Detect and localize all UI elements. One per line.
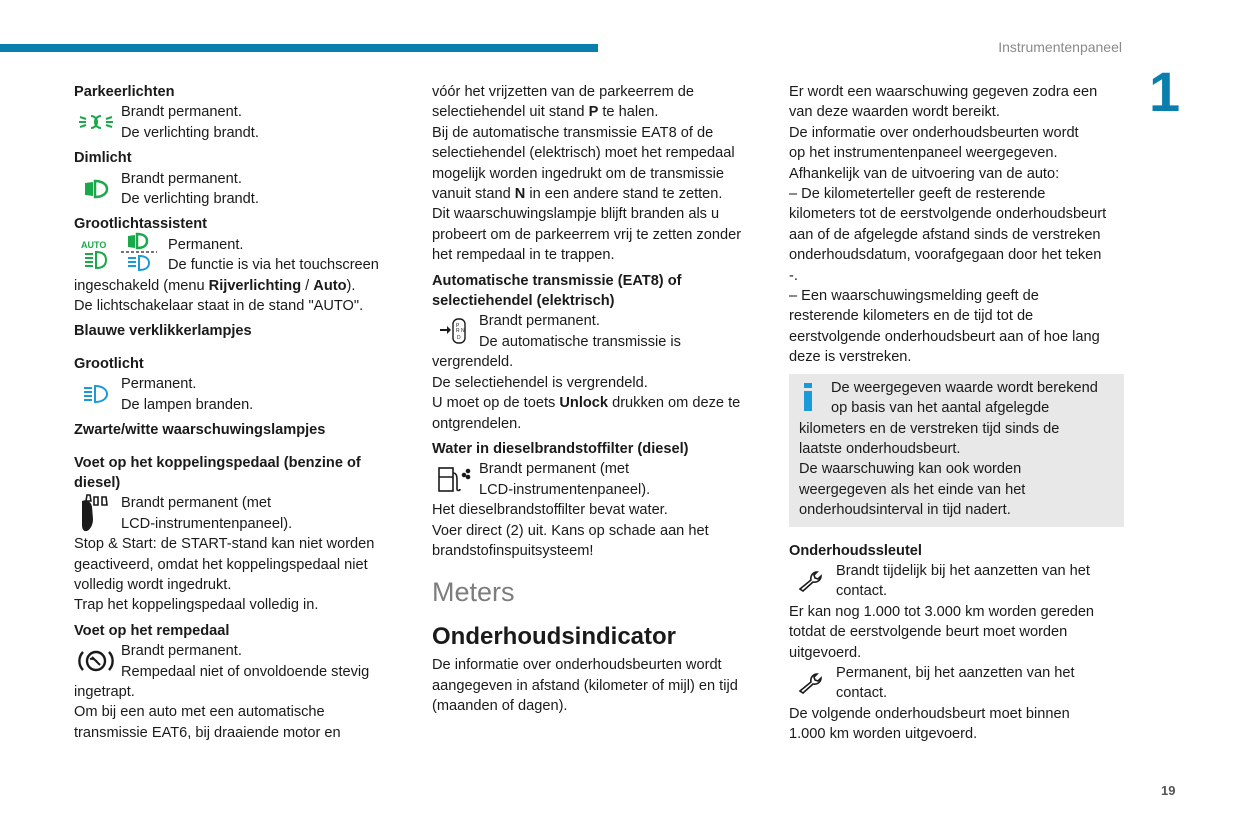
page-number: 19: [1161, 783, 1176, 798]
section-heading: Automatische transmissie (EAT8) of: [432, 272, 682, 289]
text-line: resterende kilometers en de tijd tot de: [789, 308, 1034, 325]
text-line: Brandt permanent.: [121, 170, 242, 187]
section-heading: Voet op het rempedaal: [74, 622, 230, 639]
section-heading: Water in dieselbrandstoffilter (diesel): [432, 440, 689, 457]
text-line: Om bij een auto met een automatische: [74, 704, 325, 721]
section-heading: Grootlicht: [74, 355, 144, 372]
text-line: Permanent.: [121, 376, 197, 393]
text-span: selectiehendel uit stand: [432, 104, 589, 121]
text-line: Permanent.: [168, 236, 244, 253]
text-line: LCD-instrumentenpaneel).: [479, 481, 651, 498]
text-line: Brandt permanent (met: [479, 461, 630, 478]
subsection-title: Onderhoudsindicator: [432, 623, 677, 651]
text-line: ingetrapt.: [74, 683, 135, 700]
warning-lamp-entry: [789, 663, 1124, 704]
text-line: [432, 184, 772, 204]
section-heading: Dimlicht: [74, 150, 132, 167]
info-icon: [803, 383, 813, 411]
text-line: De informatie over onderhoudsbeurten wordt: [432, 657, 722, 674]
column-1: [74, 82, 414, 743]
text-line: contact.: [836, 583, 888, 600]
text-line: mogelijk worden ingedrukt om de transmissie: [432, 165, 725, 182]
text-line: Voer direct (2) uit. Kans op schade aan het: [432, 522, 709, 539]
warning-lamp-entry: [74, 374, 414, 415]
bold-term: P: [588, 104, 599, 121]
section-heading: Parkeerlichten: [74, 84, 175, 100]
svg-text:AUTO: AUTO: [81, 239, 107, 250]
wrench-icon: [789, 561, 833, 601]
warning-lamp-entry: [74, 493, 414, 534]
section-heading: Zwarte/witte waarschuwingslampjes: [74, 422, 326, 439]
text-line: Brandt tijdelijk bij het aanzetten van het: [836, 562, 1090, 579]
text-line: kilometers en de verstreken tijd sinds de: [799, 420, 1060, 437]
text-line: De selectiehendel is vergrendeld.: [432, 374, 648, 391]
text-line: LCD-instrumentenpaneel).: [121, 515, 293, 532]
header-accent-bar: [0, 44, 598, 52]
text-line: vóór het vrijzetten van de parkeerrem de: [432, 84, 695, 100]
bold-term: N: [514, 186, 526, 203]
svg-text:D: D: [457, 335, 461, 342]
text-line: De verlichting brandt.: [121, 124, 259, 141]
info-box: [789, 374, 1124, 527]
text-line: De weergegeven waarde wordt berekend: [831, 379, 1098, 396]
text-line: ontgrendelen.: [432, 415, 522, 432]
text-span: vanuit stand: [432, 186, 515, 203]
text-line: van deze waarden wordt bereikt.: [789, 104, 1000, 121]
text-line: Afhankelijk van de uitvoering van de auto:: [789, 165, 1060, 182]
text-line: [74, 276, 414, 296]
text-line: De waarschuwing kan ook worden: [799, 461, 1022, 478]
text-line: Trap het koppelingspedaal volledig in.: [74, 597, 319, 614]
bold-term: Auto: [313, 277, 347, 294]
column-3: [789, 82, 1124, 745]
text-line: onderhoudsdatum, voorafgegaan door het teken: [789, 247, 1102, 264]
section-heading: Blauwe verklikkerlampjes: [74, 323, 252, 340]
text-line: Brandt permanent (met: [121, 495, 272, 512]
parking-lights-icon: [74, 102, 118, 142]
text-span: te halen.: [598, 104, 659, 121]
text-line: [432, 102, 772, 122]
warning-lamp-entry: [74, 235, 414, 276]
text-line: De verlichting brandt.: [121, 191, 259, 208]
text-line: De automatische transmissie is: [479, 333, 681, 350]
text-line: Stop & Start: de START-stand kan niet worden: [74, 536, 375, 553]
section-title: Meters: [432, 577, 515, 608]
wrench-icon: [789, 663, 833, 703]
text-line: De volgende onderhoudsbeurt moet binnen: [789, 705, 1070, 722]
text-line: weergegeven als het einde van het: [799, 481, 1026, 498]
text-span: U moet op de toets: [432, 395, 560, 412]
bold-term: Rijverlichting: [208, 277, 302, 294]
text-line: brandstofinspuitsysteem!: [432, 542, 594, 559]
high-low-beam-icon: [119, 232, 159, 278]
text-line: -.: [789, 267, 798, 284]
warning-lamp-entry: [74, 641, 414, 682]
text-span: in een andere stand te zetten.: [525, 186, 723, 203]
text-line: Er wordt een waarschuwing gegeven zodra een: [789, 84, 1098, 100]
text-line: geactiveerd, omdat het koppelingspedaal niet: [74, 556, 368, 573]
text-line: volledig wordt ingedrukt.: [74, 576, 232, 593]
text-line: De informatie over onderhoudsbeurten wordt: [789, 124, 1079, 141]
text-line: De functie is via het touchscreen: [168, 257, 379, 274]
text-line: Dit waarschuwingslampje blijft branden als u: [432, 206, 720, 223]
text-line: – De kilometerteller geeft de resterende: [789, 186, 1046, 203]
text-line: Brandt permanent.: [121, 104, 242, 121]
text-line: aangegeven in afstand (kilometer of mijl) en tijd: [432, 677, 738, 694]
text-line: probeert om de parkeerrem vrij te zetten zonder: [432, 226, 742, 243]
text-line: De lampen branden.: [121, 396, 254, 413]
foot-on-brake-icon: [74, 641, 118, 681]
chapter-number: 1: [1149, 60, 1181, 123]
text-span: drukken om deze te: [608, 395, 741, 412]
section-heading: Grootlichtassistent: [74, 216, 207, 233]
section-heading: selectiehendel (elektrisch): [432, 293, 615, 310]
gear-selector-locked-icon: [432, 311, 476, 351]
svg-text:R N: R N: [456, 328, 465, 335]
text-line: laatste onderhoudsbeurt.: [799, 440, 961, 457]
dipped-beam-icon: [74, 169, 118, 209]
text-line: op basis van het aantal afgelegde: [831, 400, 1050, 417]
text-line: [432, 393, 772, 413]
text-line: het rempedaal in te trappen.: [432, 247, 615, 264]
auto-high-beam-icon: [74, 235, 164, 275]
bold-term: Unlock: [559, 395, 609, 412]
running-title: Instrumentenpaneel: [998, 39, 1122, 55]
text-line: 1.000 km worden uitgevoerd.: [789, 726, 978, 743]
text-line: totdat de eerstvolgende beurt moet worden: [789, 624, 1068, 641]
text-line: Het dieselbrandstoffilter bevat water.: [432, 502, 668, 519]
text-line: – Een waarschuwingsmelding geeft de: [789, 288, 1039, 305]
warning-lamp-entry: [432, 311, 772, 352]
text-line: contact.: [836, 685, 888, 702]
text-line: eerstvolgende onderhoudsbeurt aan of hoe lang: [789, 328, 1100, 345]
text-line: transmissie EAT6, bij draaiende motor en: [74, 724, 341, 741]
text-line: aan of de afgelegde afstand sinds de verstreken: [789, 226, 1101, 243]
section-heading: Voet op het koppelingspedaal (benzine of: [74, 454, 361, 471]
text-line: op het instrumentenpaneel weergegeven.: [789, 145, 1058, 162]
text-line: uitgevoerd.: [789, 644, 862, 661]
section-heading: Onderhoudssleutel: [789, 542, 922, 559]
text-line: vergrendeld.: [432, 354, 514, 371]
text-line: Brandt permanent.: [121, 643, 242, 660]
svg-text:P: P: [456, 323, 460, 330]
text-span: /: [301, 277, 314, 294]
warning-lamp-entry: [74, 102, 414, 143]
text-line: deze is verstreken.: [789, 349, 912, 366]
column-2: [432, 82, 772, 717]
text-line: Brandt permanent.: [479, 313, 600, 330]
foot-on-clutch-icon: [74, 493, 118, 533]
text-line: onderhoudsinterval in tijd nadert.: [799, 502, 1011, 519]
text-span: ingeschakeld (menu: [74, 277, 209, 294]
warning-lamp-entry: [789, 561, 1124, 602]
text-line: Er kan nog 1.000 tot 3.000 km worden gereden: [789, 603, 1095, 620]
text-line: De lichtschakelaar staat in de stand "AUTO".: [74, 298, 364, 315]
text-line: Permanent, bij het aanzetten van het: [836, 664, 1075, 681]
section-heading: diesel): [74, 474, 121, 491]
water-in-diesel-icon: [432, 459, 476, 499]
text-line: Rempedaal niet of onvoldoende stevig: [121, 663, 370, 680]
main-beam-icon: [74, 374, 118, 414]
text-line: selectiehendel (elektrisch) moet het rempedaal: [432, 145, 735, 162]
text-line: (maanden of dagen).: [432, 698, 568, 715]
text-line: kilometers tot de eerstvolgende onderhoudsbeurt: [789, 206, 1107, 223]
text-span: ).: [346, 277, 356, 294]
warning-lamp-entry: [74, 169, 414, 210]
warning-lamp-entry: [432, 459, 772, 500]
text-line: Bij de automatische transmissie EAT8 of de: [432, 124, 714, 141]
